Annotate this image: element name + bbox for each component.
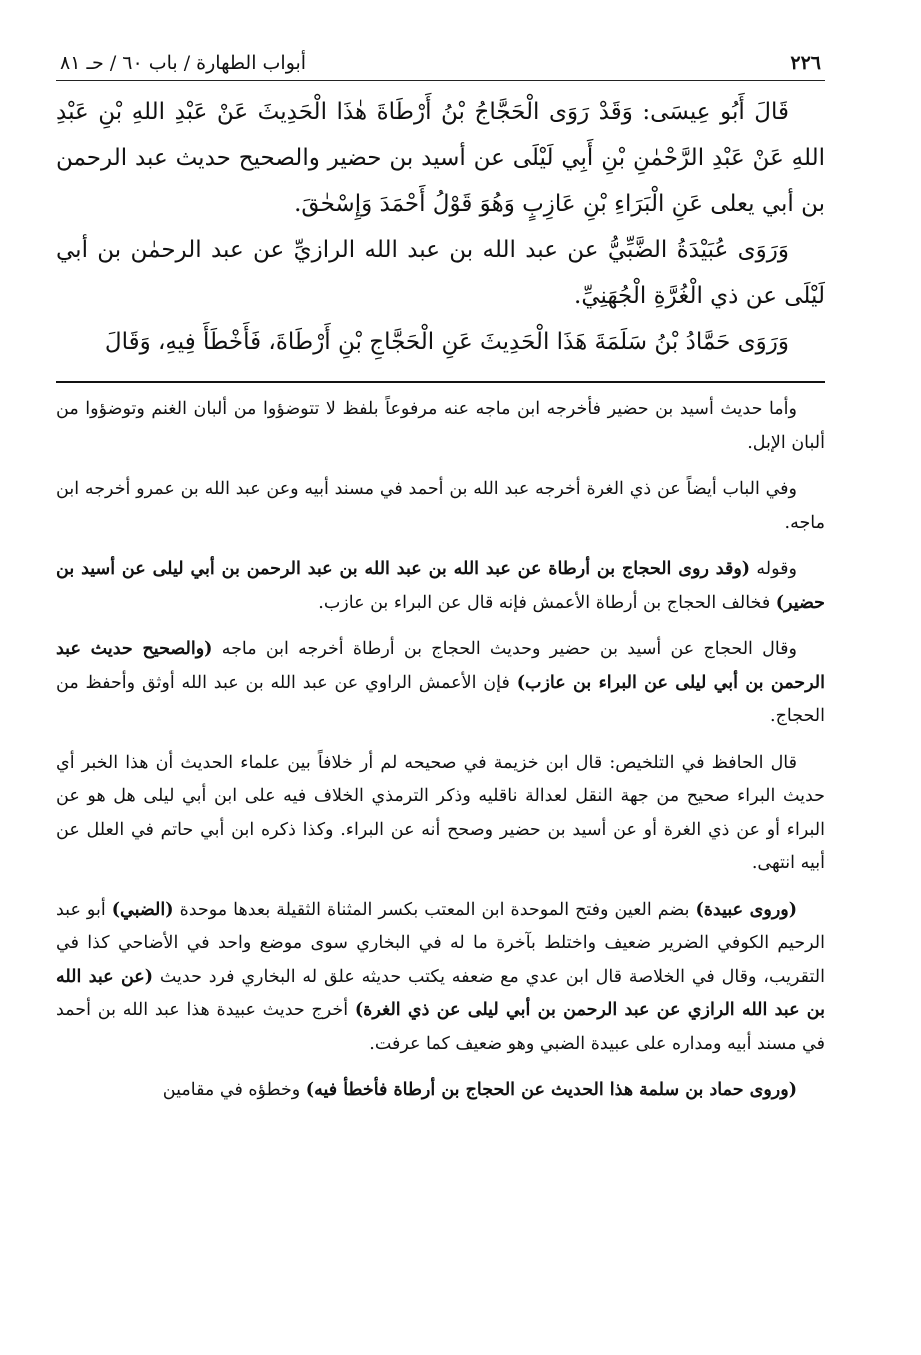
commentary-text: أبو عبد الرحيم الكوفي الضرير ضعيف واختلط بآخرة ما له في البخاري سوى موضع واحد في الأضاحي كذا في التقريب، وقال في الخلاصة قال ابن عدي مع ضعفه يكتب حديثه علق له البخاري فرد حديث (56, 899, 825, 987)
commentary-text: بضم العين وفتح الموحدة ابن المعتب بكسر المثناة الثقيلة بعدها موحدة (179, 899, 690, 920)
commentary-text: فإن الأعمش الراوي عن عبد الله بن عبد الله أوثق وأحفظ من الحجاج. (56, 672, 825, 726)
commentary-paragraph (56, 553, 825, 620)
commentary-divider (56, 381, 825, 383)
main-paragraph: وَرَوَى عُبَيْدَةُ الضَّبِّيُّ عن عبد الله بن عبد الله الرازيِّ عن عبد الرحمٰن بن أبي لَيْلَى عن ذي الْغُرَّةِ الْجُهَنِيِّ. (56, 237, 825, 309)
quoted-matn: (والصحيح حديث عبد الرحمن بن أبي ليلى عن البراء بن عازب) (56, 639, 825, 693)
commentary-paragraph: وأما حديث أسيد بن حضير فأخرجه ابن ماجه عنه مرفوعاً بلفظ لا تتوضؤوا من ألبان الغنم وتوضؤوا من ألبان الإبل. (56, 399, 825, 453)
page-header (56, 52, 825, 81)
main-hadith-text (56, 89, 825, 365)
quoted-matn: (الضبي) (111, 899, 174, 920)
commentary-text: وقوله (756, 559, 797, 579)
main-paragraph: وَرَوَى حَمَّادُ بْنُ سَلَمَةَ هَذَا الْحَدِيثَ عَنِ الْحَجَّاجِ بْنِ أَرْطَاةَ، فَأَخْطَأَ فِيهِ، وَقَالَ (104, 329, 789, 355)
commentary-section (56, 393, 825, 1108)
quoted-matn: (وقد روى الحجاج بن أرطاة عن عبد الله بن عبد الله بن عبد الرحمن بن أبي ليلى عن أسيد بن حضير) (56, 559, 825, 613)
main-paragraph: قَالَ أَبُو عِيسَى: وَقَدْ رَوَى الْحَجَّاجُ بْنُ أَرْطَاةَ هٰذَا الْحَدِيثَ عَنْ عَبْدِ اللهِ بْنِ عَبْدِ اللهِ عَنْ عَبْدِ الرَّحْمٰنِ بْنِ أَبِي لَيْلَى عن أسيد بن حضير والصحيح حديث عبد الرحمن بن أبي يعلى عَنِ الْبَرَاءِ بْنِ عَازِبٍ وَهُوَ قَوْلُ أَحْمَدَ وَإِسْحٰقَ. (56, 99, 825, 217)
commentary-paragraph (56, 894, 825, 1062)
commentary-paragraph: قال الحافظ في التلخيص: قال ابن خزيمة في صحيحه لم أر خلافاً بين علماء الحديث أن هذا الخبر أي حديث البراء صحيح من جهة النقل لعدالة ناقليه وذكر الترمذي الخلاف فيه على ابن أبي ليلى هل هو عن البراء أو عن ذي الغرة أو عن أسيد بن حضير وصحح أنه عن البراء. وكذا ذكره ابن أبي حاتم في العلل عن أبيه انتهى. (56, 752, 825, 873)
page-number: ٢٢٦ (790, 52, 821, 74)
quoted-matn: (وروى عبيدة) (695, 899, 797, 920)
commentary-paragraph (56, 1074, 825, 1108)
commentary-text: أخرج حديث عبيدة هذا عبد الله بن أحمد في مسند أبيه ومداره على عبيدة الضبي وهو ضعيف كما عرفت. (56, 1000, 825, 1054)
commentary-paragraph: وفي الباب أيضاً عن ذي الغرة أخرجه عبد الله بن أحمد في مسند أبيه وعن عبد الله بن عمرو أخرجه ابن ماجه. (56, 479, 825, 533)
commentary-text: وخطؤه في مقامين (162, 1080, 301, 1100)
book-page (56, 52, 825, 1315)
commentary-text: وقال الحجاج عن أسيد بن حضير وحديث الحجاج بن أرطاة أخرجه ابن ماجه (221, 639, 797, 659)
commentary-paragraph (56, 633, 825, 734)
commentary-text: فخالف الحجاج بن أرطاة الأعمش فإنه قال عن البراء بن عازب. (318, 592, 771, 613)
chapter-reference: أبواب الطهارة / باب ٦٠ / حـ ٨١ (60, 52, 307, 74)
quoted-matn: (وروى حماد بن سلمة هذا الحديث عن الحجاج بن أرطاة فأخطأ فيه) (305, 1080, 797, 1100)
quoted-matn: (عن عبد الله بن عبد الله الرازي عن عبد الرحمن بن أبي ليلى عن ذي الغرة) (56, 966, 825, 1020)
